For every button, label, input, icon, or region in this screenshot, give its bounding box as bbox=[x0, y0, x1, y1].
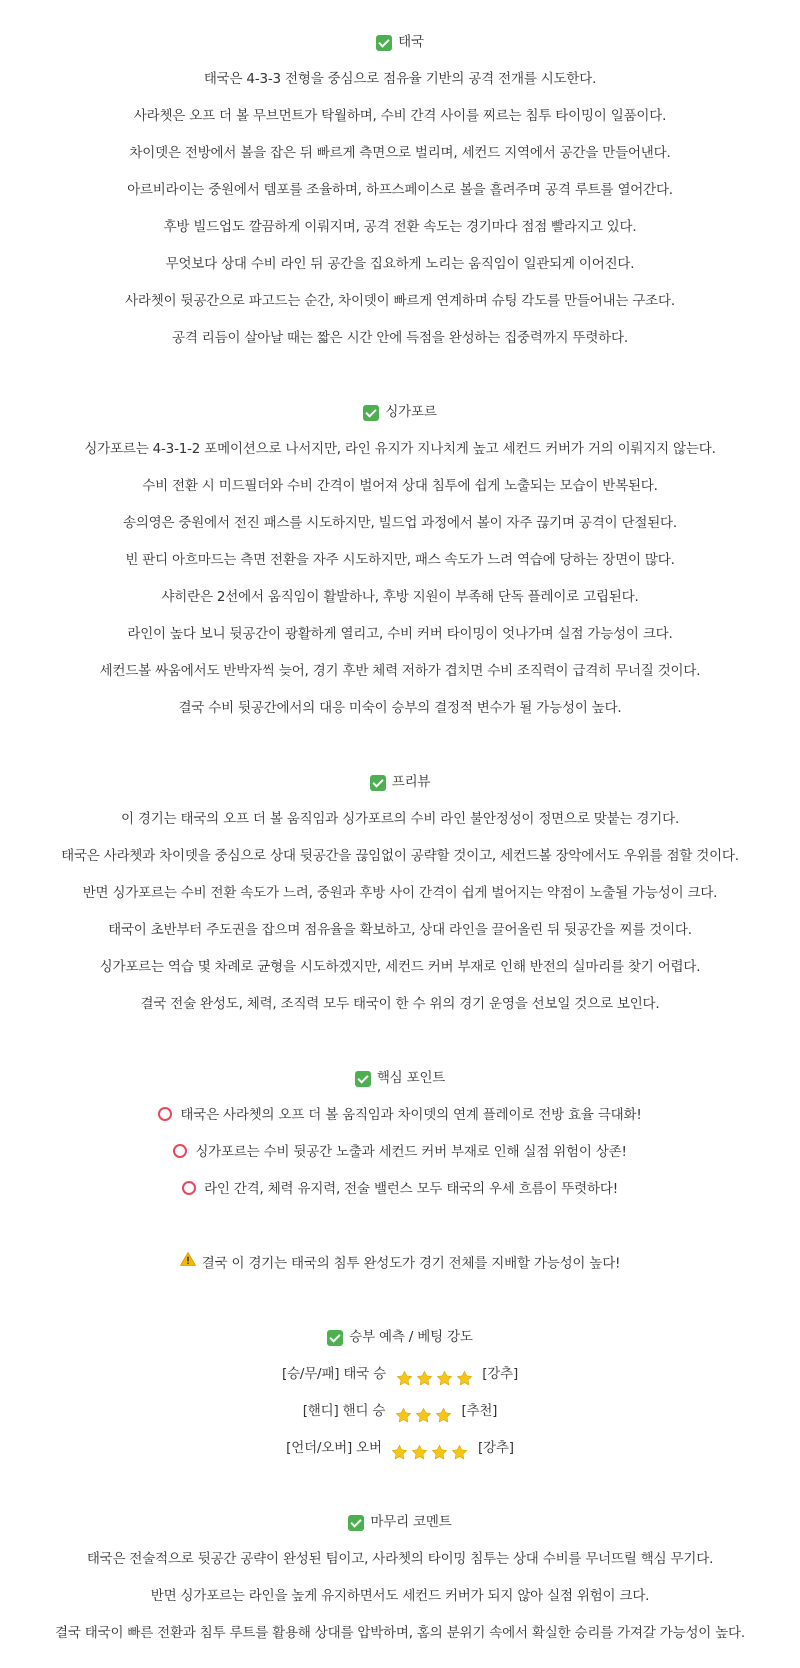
key-point-text: 태국은 사라쳇의 오프 더 볼 움직임과 차이뎃의 연계 플레이로 전방 효율 극대화! bbox=[180, 1107, 642, 1123]
paragraph-line: 아르비라이는 중원에서 템포를 조율하며, 하프스페이스로 볼을 흘려주며 공격 루트를 열어간다. bbox=[127, 182, 673, 198]
section-heading bbox=[0, 24, 800, 61]
section-heading bbox=[0, 1504, 800, 1541]
check-icon bbox=[363, 405, 379, 421]
warning-line bbox=[0, 1245, 800, 1282]
warning-icon bbox=[180, 1244, 196, 1281]
key-point-text: 라인 간격, 체력 유지력, 전술 밸런스 모두 태국의 우세 흐름이 뚜렷하다! bbox=[204, 1181, 618, 1197]
section-title: 마무리 코멘트 bbox=[370, 1514, 452, 1530]
paragraph-line: 사라쳇이 뒷공간으로 파고드는 순간, 차이뎃이 빠르게 연계하며 슈팅 각도를 만들어내는 구조다. bbox=[125, 293, 675, 309]
paragraph-line: 싱가포르는 4-3-1-2 포메이션으로 나서지만, 라인 유지가 지나치게 높고 세컨드 커버가 거의 이뤄지지 않는다. bbox=[84, 441, 716, 457]
star-icon bbox=[415, 1402, 432, 1419]
star-icon bbox=[391, 1439, 408, 1456]
paragraph-line: 무엇보다 상대 수비 라인 뒤 공간을 집요하게 노리는 움직임이 일관되게 이어진다. bbox=[165, 256, 635, 272]
star-icon bbox=[396, 1365, 413, 1382]
paragraph-line: 결국 태국이 빠른 전환과 침투 루트를 활용해 상대를 압박하며, 홈의 분위기 속에서 확실한 승리를 가져갈 가능성이 높다. bbox=[54, 1625, 745, 1641]
paragraph-line: 후방 빌드업도 깔끔하게 이뤄지며, 공격 전환 속도는 경기마다 점점 빨라지고 있다. bbox=[163, 219, 637, 235]
prediction-row bbox=[0, 1356, 800, 1393]
star-rating bbox=[393, 1393, 453, 1430]
check-icon bbox=[327, 1330, 343, 1346]
hollow-red-circle-icon bbox=[158, 1107, 172, 1121]
section-title: 싱가포르 bbox=[385, 404, 437, 420]
paragraph-line: 빈 판디 아흐마드는 측면 전환을 자주 시도하지만, 패스 속도가 느려 역습에 당하는 장면이 많다. bbox=[125, 552, 675, 568]
paragraph-line: 태국이 초반부터 주도권을 잡으며 점유율을 확보하고, 상대 라인을 끌어올린 뒤 뒷공간을 찌를 것이다. bbox=[108, 922, 692, 938]
key-point-item bbox=[0, 1171, 800, 1208]
star-rating bbox=[390, 1430, 470, 1467]
star-icon bbox=[416, 1365, 433, 1382]
paragraph-line: 반면 싱가포르는 수비 전환 속도가 느려, 중원과 후방 사이 간격이 쉽게 벌어지는 약점이 노출될 가능성이 크다. bbox=[82, 885, 718, 901]
star-rating bbox=[394, 1356, 474, 1393]
star-icon bbox=[435, 1402, 452, 1419]
section-heading bbox=[0, 1319, 800, 1356]
section-prediction bbox=[0, 1319, 800, 1467]
prediction-tag: [강추] bbox=[482, 1366, 519, 1382]
paragraph-line: 수비 전환 시 미드필더와 수비 간격이 벌어져 상대 침투에 쉽게 노출되는 모습이 반복된다. bbox=[142, 478, 658, 494]
prediction-label: [승/무/패] 태국 승 bbox=[281, 1366, 387, 1382]
star-icon bbox=[431, 1439, 448, 1456]
section-heading bbox=[0, 764, 800, 801]
section-title: 프리뷰 bbox=[391, 774, 431, 790]
section-heading bbox=[0, 1060, 800, 1097]
paragraph-line: 태국은 사라쳇과 차이뎃을 중심으로 상대 뒷공간을 끊임없이 공략할 것이고, 세컨드볼 장악에서도 우위를 점할 것이다. bbox=[61, 848, 739, 864]
prediction-tag: [강추] bbox=[477, 1440, 514, 1456]
check-icon bbox=[355, 1071, 371, 1087]
paragraph-line: 세컨드볼 싸움에서도 반박자씩 늦어, 경기 후반 체력 저하가 겹치면 수비 조직력이 급격히 무너질 것이다. bbox=[99, 663, 701, 679]
paragraph-line: 샤히란은 2선에서 움직임이 활발하나, 후방 지원이 부족해 단독 플레이로 고립된다. bbox=[161, 589, 639, 605]
star-icon bbox=[456, 1365, 473, 1382]
star-icon bbox=[395, 1402, 412, 1419]
prediction-tag: [추천] bbox=[461, 1403, 498, 1419]
section-heading bbox=[0, 394, 800, 431]
prediction-label: [핸디] 핸디 승 bbox=[302, 1403, 386, 1419]
section-key-points bbox=[0, 1060, 800, 1208]
paragraph-line: 태국은 4-3-3 전형을 중심으로 점유율 기반의 공격 전개를 시도한다. bbox=[203, 71, 597, 87]
star-icon bbox=[436, 1365, 453, 1382]
section-singapore bbox=[0, 394, 800, 727]
paragraph-line: 사라쳇은 오프 더 볼 무브먼트가 탁월하며, 수비 간격 사이를 찌르는 침투 타이밍이 일품이다. bbox=[133, 108, 667, 124]
check-icon bbox=[370, 775, 386, 791]
warning-text: 결국 이 경기는 태국의 침투 완성도가 경기 전체를 지배할 가능성이 높다! bbox=[201, 1255, 621, 1272]
section-title: 핵심 포인트 bbox=[376, 1070, 446, 1086]
prediction-label: [언더/오버] 오버 bbox=[286, 1440, 382, 1456]
star-icon bbox=[411, 1439, 428, 1456]
paragraph-line: 라인이 높다 보니 뒷공간이 광활하게 열리고, 수비 커버 타이밍이 엇나가며 실점 가능성이 크다. bbox=[127, 626, 673, 642]
key-point-item bbox=[0, 1134, 800, 1171]
check-icon bbox=[348, 1515, 364, 1531]
hollow-red-circle-icon bbox=[173, 1144, 187, 1158]
paragraph-line: 결국 수비 뒷공간에서의 대응 미숙이 승부의 결정적 변수가 될 가능성이 높다. bbox=[178, 700, 622, 716]
section-preview bbox=[0, 764, 800, 1023]
section-closing bbox=[0, 1504, 800, 1652]
paragraph-line: 태국은 전술적으로 뒷공간 공략이 완성된 팀이고, 사라쳇의 타이밍 침투는 상대 수비를 무너뜨릴 핵심 무기다. bbox=[86, 1551, 714, 1567]
hollow-red-circle-icon bbox=[182, 1181, 196, 1195]
paragraph-line: 차이뎃은 전방에서 볼을 잡은 뒤 빠르게 측면으로 벌리며, 세컨드 지역에서 공간을 만들어낸다. bbox=[129, 145, 671, 161]
key-point-item bbox=[0, 1097, 800, 1134]
paragraph-line: 이 경기는 태국의 오프 더 볼 움직임과 싱가포르의 수비 라인 불안정성이 정면으로 맞붙는 경기다. bbox=[120, 811, 680, 827]
section-title: 태국 bbox=[398, 34, 424, 50]
paragraph-line: 반면 싱가포르는 라인을 높게 유지하면서도 세컨드 커버가 되지 않아 실점 위험이 크다. bbox=[150, 1588, 650, 1604]
star-icon bbox=[451, 1439, 468, 1456]
check-icon bbox=[376, 35, 392, 51]
paragraph-line: 공격 리듬이 살아날 때는 짧은 시간 안에 득점을 완성하는 집중력까지 뚜렷하다. bbox=[172, 330, 628, 346]
paragraph-line: 송의영은 중원에서 전진 패스를 시도하지만, 빌드업 과정에서 볼이 자주 끊기며 공격이 단절된다. bbox=[123, 515, 677, 531]
section-title: 승부 예측 / 베팅 강도 bbox=[349, 1329, 473, 1345]
prediction-row bbox=[0, 1393, 800, 1430]
paragraph-line: 싱가포르는 역습 몇 차례로 균형을 시도하겠지만, 세컨드 커버 부재로 인해 반전의 실마리를 찾기 어렵다. bbox=[99, 959, 701, 975]
prediction-row bbox=[0, 1430, 800, 1467]
section-thailand bbox=[0, 24, 800, 357]
paragraph-line: 결국 전술 완성도, 체력, 조직력 모두 태국이 한 수 위의 경기 운영을 선보일 것으로 보인다. bbox=[140, 996, 660, 1012]
key-point-text: 싱가포르는 수비 뒷공간 노출과 세컨드 커버 부재로 인해 실점 위험이 상존! bbox=[195, 1144, 627, 1160]
